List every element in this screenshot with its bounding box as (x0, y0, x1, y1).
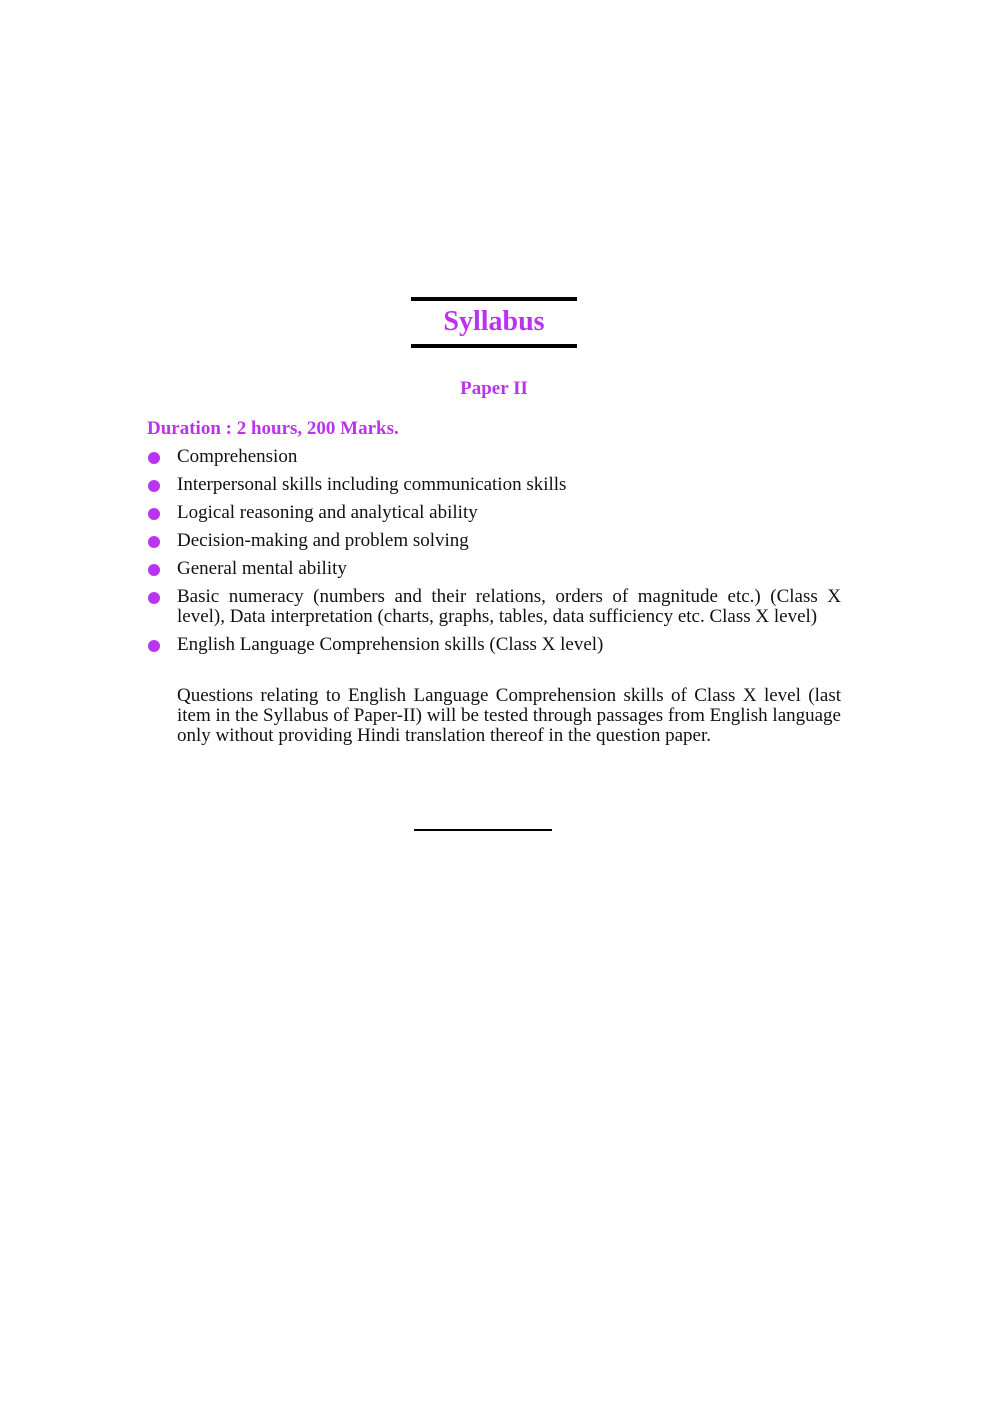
duration-heading: Duration : 2 hours, 200 Marks. (147, 418, 399, 439)
list-item-text: English Language Comprehension skills (Class X level) (177, 634, 604, 655)
bullet-icon (148, 508, 160, 520)
title-top-rule (411, 297, 577, 301)
list-item-text: Logical reasoning and analytical ability (177, 502, 478, 523)
list-item (147, 559, 841, 579)
list-item (147, 531, 841, 551)
list-item-text: General mental ability (177, 558, 347, 579)
end-rule (414, 829, 552, 831)
list-item-text: Comprehension (177, 446, 298, 467)
paper-subtitle: Paper II (460, 378, 528, 399)
english-note-paragraph: Questions relating to English Language Comprehension skills of Class X level (last item in the Syllabus of Paper-II) will be tested through passages from English language only without providing Hindi translation thereof in the question paper. (177, 685, 841, 746)
list-item (147, 475, 841, 495)
bullet-icon (148, 480, 160, 492)
bullet-icon (148, 640, 160, 652)
bullet-icon (148, 452, 160, 464)
list-item (147, 635, 841, 655)
list-item (147, 587, 841, 627)
list-item-text: Interpersonal skills including communication skills (177, 474, 567, 495)
list-item (147, 447, 841, 467)
list-item-text: Decision-making and problem solving (177, 530, 469, 551)
bullet-icon (148, 564, 160, 576)
title-bottom-rule (411, 344, 577, 348)
bullet-icon (148, 536, 160, 548)
syllabus-list (147, 447, 841, 663)
bullet-icon (148, 592, 160, 604)
page-title: Syllabus (443, 306, 545, 337)
list-item-text: Basic numeracy (numbers and their relations, orders of magnitude etc.) (Class X level), Data interpretation (charts, graphs, tables, data sufficiency etc. Class X level) (177, 586, 841, 627)
list-item (147, 503, 841, 523)
